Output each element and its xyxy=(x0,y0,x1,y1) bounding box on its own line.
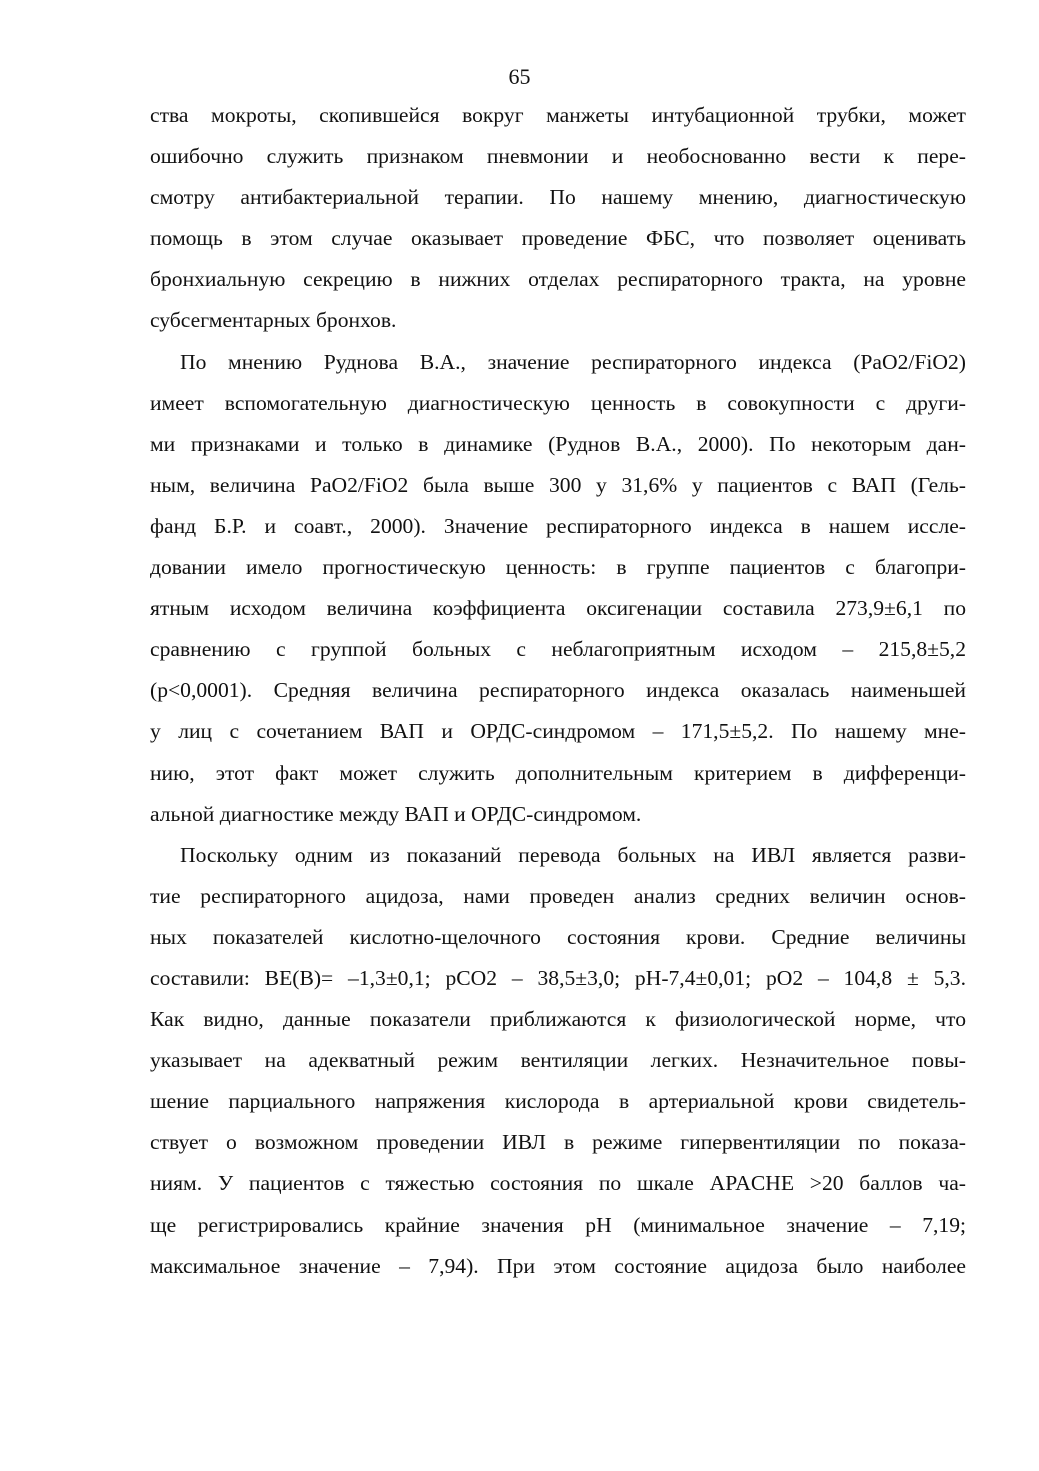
text-line: ствует о возможном проведении ИВЛ в режиме гипервентиляции по показа- xyxy=(150,1130,966,1155)
text-line: составили: BE(B)= –1,3±0,1; pCO2 – 38,5±3,0; pH-7,4±0,01; pO2 – 104,8 ± 5,3. xyxy=(150,965,966,990)
text-line: нию, этот факт может служить дополнительным критерием в дифференци- xyxy=(150,760,966,785)
text-line: ще регистрировались крайние значения pH (минимальное значение – 7,19; xyxy=(150,1212,966,1237)
text-line: ми признаками и только в динамике (Руднов В.А., 2000). По некоторым дан- xyxy=(150,431,966,456)
text-line: ошибочно служить признаком пневмонии и необоснованно вести к пере- xyxy=(150,144,966,169)
text-line: тие респираторного ацидоза, нами проведен анализ средних величин основ- xyxy=(150,883,966,908)
text-line: максимальное значение – 7,94). При этом состояние ацидоза было наиболее xyxy=(150,1253,966,1278)
text-line: сравнению с группой больных с неблагоприятным исходом – 215,8±5,2 xyxy=(150,637,966,662)
text-line: ства мокроты, скопившейся вокруг манжеты интубационной трубки, может xyxy=(150,103,966,127)
text-line: альной диагностике между ВАП и ОРДС-синдромом. xyxy=(150,801,642,826)
text-line: шение парциального напряжения кислорода в артериальной крови свидетель- xyxy=(150,1089,966,1114)
text-line: Как видно, данные показатели приближаются к физиологической норме, что xyxy=(150,1007,966,1032)
text-line: фанд Б.Р. и соавт., 2000). Значение респираторного индекса в нашем иссле- xyxy=(150,513,966,538)
paragraph-3 xyxy=(150,835,966,1287)
text-line: Поскольку одним из показаний перевода больных на ИВЛ является разви- xyxy=(180,842,966,867)
text-line: ным, величина PaO2/FiO2 была выше 300 у 31,6% у пациентов с ВАП (Гель- xyxy=(150,472,966,497)
text-line: (p<0,0001). Средняя величина респираторного индекса оказалась наименьшей xyxy=(150,678,966,703)
paragraph-1 xyxy=(150,95,966,342)
text-line: субсегментарных бронхов. xyxy=(150,308,397,333)
text-line: смотру антибактериальной терапии. По нашему мнению, диагностическую xyxy=(150,185,966,210)
body-text xyxy=(150,95,966,1287)
text-line: указывает на адекватный режим вентиляции легких. Незначительное повы- xyxy=(150,1048,966,1073)
text-line: помощь в этом случае оказывает проведение ФБС, что позволяет оценивать xyxy=(150,226,966,251)
text-line: бронхиальную секрецию в нижних отделах респираторного тракта, на уровне xyxy=(150,267,966,292)
text-line: ных показателей кислотно-щелочного состояния крови. Средние величины xyxy=(150,924,966,949)
text-line: у лиц с сочетанием ВАП и ОРДС-синдромом – 171,5±5,2. По нашему мне- xyxy=(150,719,966,744)
page-number: 65 xyxy=(508,64,531,89)
text-line: ниям. У пациентов с тяжестью состояния по шкале APACHE >20 баллов ча- xyxy=(150,1171,966,1196)
paragraph-2 xyxy=(150,342,966,835)
text-line: ятным исходом величина коэффициента оксигенации составила 273,9±6,1 по xyxy=(150,596,966,621)
text-line: имеет вспомогательную диагностическую ценность в совокупности с други- xyxy=(150,390,966,415)
text-line: довании имело прогностическую ценность: в группе пациентов с благопри- xyxy=(150,555,966,580)
text-line: По мнению Руднова В.А., значение респираторного индекса (PaO2/FiO2) xyxy=(180,349,966,374)
